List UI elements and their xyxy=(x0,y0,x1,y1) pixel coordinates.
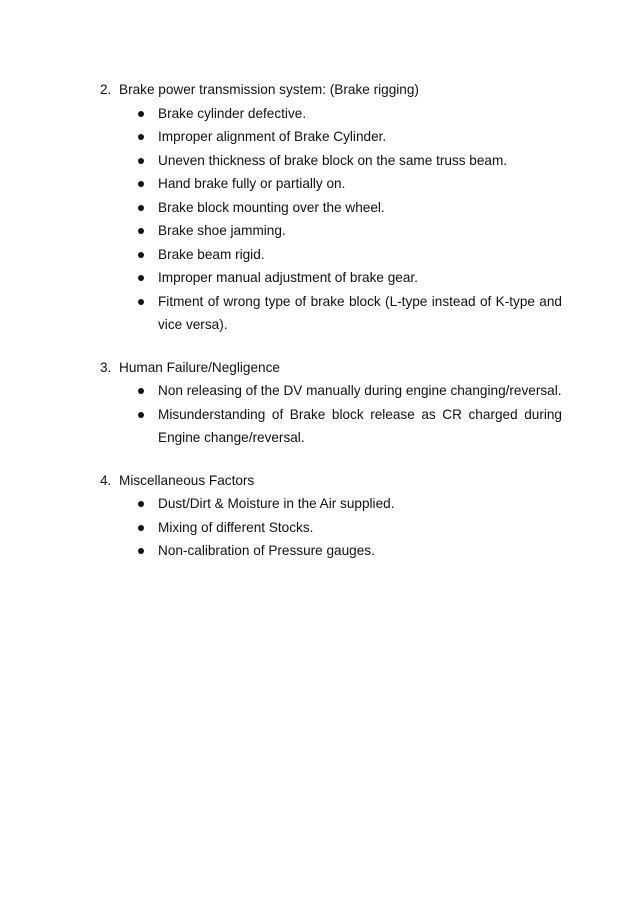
list-item-text: Improper manual adjustment of brake gear. xyxy=(158,270,418,285)
list-item xyxy=(138,149,562,173)
list-item-text: Uneven thickness of brake block on the same truss beam. xyxy=(158,152,508,168)
list-item xyxy=(138,102,562,126)
list-item-text: Brake beam rigid. xyxy=(158,246,265,262)
section-number: 4. xyxy=(100,472,112,488)
section-title: Human Failure/Negligence xyxy=(119,359,280,375)
list-item xyxy=(138,492,562,516)
section-human-failure xyxy=(100,356,562,450)
list-item-text: Brake cylinder defective. xyxy=(158,105,307,121)
list-item-text: Fitment of wrong type of brake block (L-type instead of K-type and vice versa). xyxy=(158,293,562,332)
list-item-text: Improper alignment of Brake Cylinder. xyxy=(158,129,387,144)
section-heading xyxy=(100,356,562,380)
list-item-text: Misunderstanding of Brake block release as CR charged during Engine change/reversal. xyxy=(158,406,562,445)
list-item xyxy=(138,196,562,220)
list-item xyxy=(138,290,562,337)
list-item-text: Mixing of different Stocks. xyxy=(158,519,314,535)
document-content xyxy=(100,78,562,582)
bullet-list xyxy=(100,102,562,337)
list-item xyxy=(138,266,562,290)
list-item-text: Brake block mounting over the wheel. xyxy=(158,199,385,215)
list-item-text: Non-calibration of Pressure gauges. xyxy=(158,543,375,558)
section-number: 2. xyxy=(100,82,112,97)
list-item xyxy=(138,516,562,540)
list-item xyxy=(138,125,562,149)
list-item xyxy=(138,403,562,450)
section-miscellaneous-factors xyxy=(100,469,562,563)
list-item xyxy=(138,379,562,403)
bullet-list xyxy=(100,492,562,563)
list-item-text: Brake shoe jamming. xyxy=(158,223,286,238)
section-heading xyxy=(100,78,562,102)
list-item xyxy=(138,172,562,196)
section-title: Brake power transmission system: (Brake rigging) xyxy=(119,82,419,97)
list-item-text: Non releasing of the DV manually during engine changing/reversal. xyxy=(158,383,562,398)
list-item-text: Hand brake fully or partially on. xyxy=(158,176,346,191)
section-brake-power-transmission xyxy=(100,78,562,337)
list-item xyxy=(138,243,562,267)
list-item xyxy=(138,539,562,563)
section-number: 3. xyxy=(100,359,112,375)
section-heading xyxy=(100,469,562,493)
section-title: Miscellaneous Factors xyxy=(119,472,255,488)
list-item-text: Dust/Dirt & Moisture in the Air supplied. xyxy=(158,496,395,511)
list-item xyxy=(138,219,562,243)
bullet-list xyxy=(100,379,562,450)
